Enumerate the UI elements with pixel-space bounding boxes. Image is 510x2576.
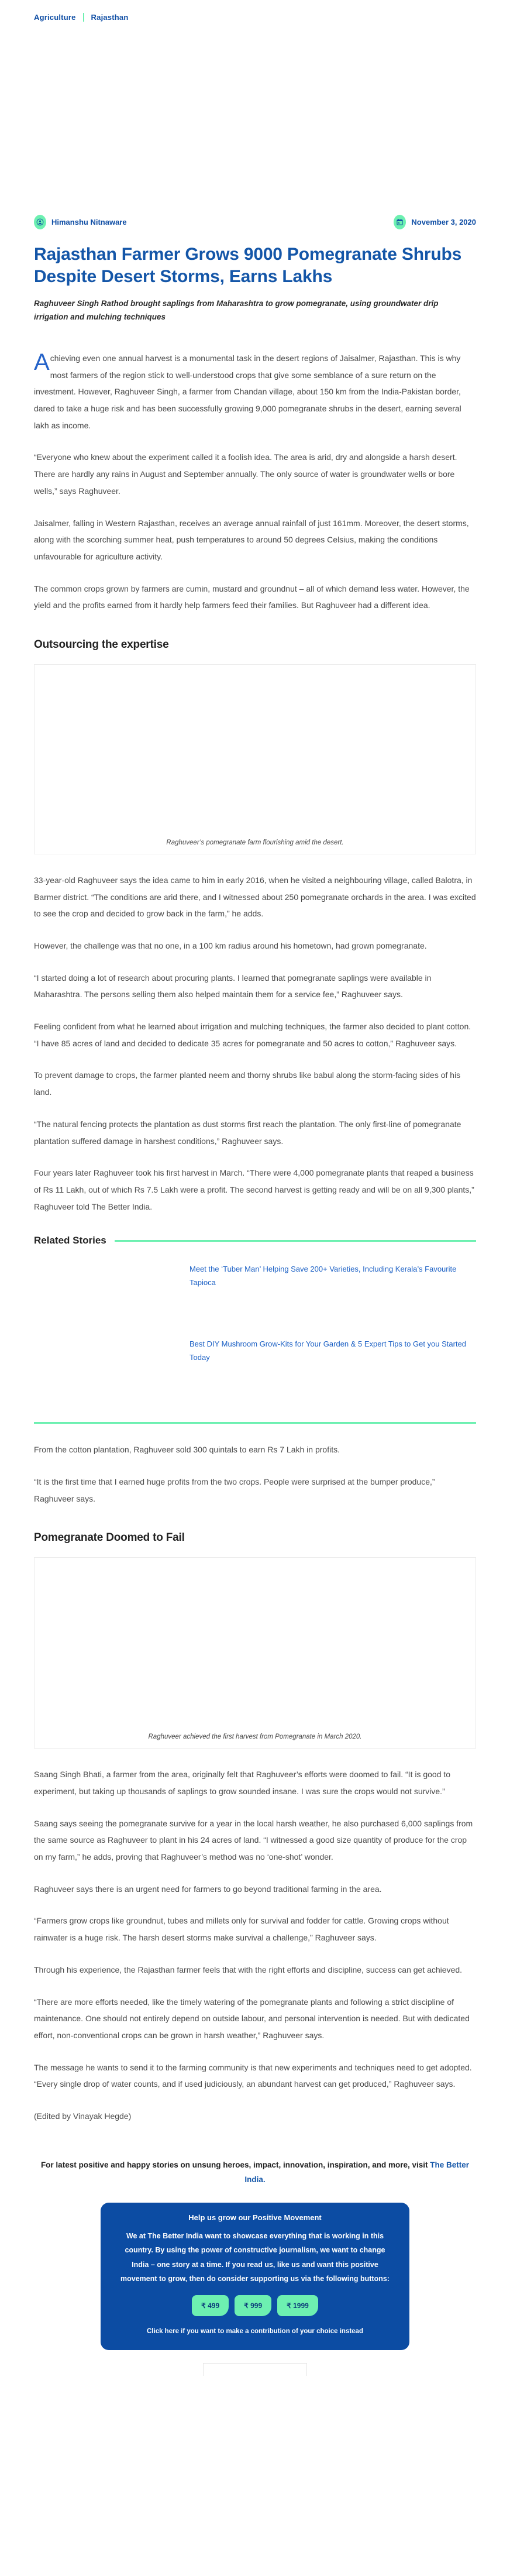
figure-image — [35, 665, 475, 834]
paragraph: Jaisalmer, falling in Western Rajasthan, receives an average annual rainfall of just 161mm. Moreover, the desert storms, along with the scorching summer heat, push temperatures to around 50 degrees Celsius, making the conditions unfavourable for agriculture activity. — [34, 518, 469, 561]
the-better-india-link[interactable]: The Better India. — [244, 2160, 470, 2185]
related-story-link[interactable]: Meet the ‘Tuber Man’ Helping Save 200+ Varieties, Including Kerala’s Favourite Tapioca — [189, 1265, 457, 1287]
paragraph: The common crops grown by farmers are cumin, mustard and groundnut – all of which demand less water. However, the yield and the profits earned from it hardly help farmers feed their families. But Raghuveer had a different idea. — [34, 583, 470, 610]
custom-contribution-link[interactable]: Click here if you want to make a contribution of your choice instead — [147, 2328, 363, 2335]
section-heading-outsourcing: Outsourcing the expertise — [34, 638, 169, 651]
breadcrumb-item-rajasthan[interactable]: Rajasthan — [91, 13, 129, 22]
article-figure-harvest — [34, 1557, 476, 1749]
user-circle-icon — [34, 215, 46, 229]
paragraph: Raghuveer says there is an urgent need for farmers to go beyond traditional farming in the area. — [34, 1884, 382, 1894]
figure-caption: Raghuveer’s pomegranate farm flourishing amid the desert. — [166, 839, 344, 846]
paragraph: From the cotton plantation, Raghuveer sold 300 quintals to earn Rs 7 Lakh in profits. — [34, 1445, 340, 1455]
section-heading-doomed: Pomegranate Doomed to Fail — [34, 1531, 185, 1544]
article-figure-farm — [34, 664, 476, 854]
paragraph: Saang Singh Bhati, a farmer from the area, originally felt that Raghuveer’s efforts were doomed to fail. “It is good to experiment, but taking up thousands of saplings to grow sounded insane. I was sure the crops would not survive.” — [34, 1770, 451, 1797]
paragraph: Through his experience, the Rajasthan farmer feels that with the right efforts and discipline, success can get achieved. — [34, 1964, 463, 1974]
related-stories — [34, 1235, 476, 1424]
related-story-thumbnail — [34, 1334, 180, 1388]
author-name: Himanshu Nitnaware — [51, 218, 127, 226]
paragraph: “There are more efforts needed, like the timely watering of the pomegranate plants and following a strict discipline of maintenance. One should not entirely depend on outside labour, and personal intervention is needed. But with dedicated effort, non-conventional crops can be grown in harsh weather,” Raghuveer says. — [34, 1997, 470, 2040]
paragraph: 33-year-old Raghuveer says the idea came to him in early 2016, when he visited a neighbouring village, called Balotra, in Barmer district. “The conditions are arid there, and I witnessed about 250 pomegranate orchards in the area. I was excited to see the crop and decided to grow back in the farm,” he adds. — [34, 875, 476, 919]
related-stories-rule — [115, 1240, 476, 1242]
lead-paragraph — [34, 350, 476, 434]
donate-499-button[interactable]: ₹ 499 — [192, 2295, 229, 2316]
paragraph: “Farmers grow crops like groundnut, tubes and millets only for survival and fodder for cattle. Growing crops without rainwater is a huge risk. The harsh desert storms make survival a challenge,” Raghuveer says. — [34, 1916, 449, 1943]
breadcrumb-item-agriculture[interactable]: Agriculture — [34, 13, 76, 22]
list-item[interactable] — [34, 1334, 476, 1388]
breadcrumb — [0, 0, 510, 22]
donation-box — [101, 2203, 409, 2351]
paragraph: To prevent damage to crops, the farmer planted neem and thorny shrubs like babul along the storm-facing sides of his land. — [34, 1070, 461, 1097]
donate-999-button[interactable]: ₹ 999 — [235, 2295, 271, 2316]
related-story-thumbnail — [34, 1259, 180, 1313]
paragraph: “It is the first time that I earned huge profits from the two crops. People were surprised at the bumper produce,” Raghuveer says. — [34, 1476, 435, 1503]
donation-body: We at The Better India want to showcase everything that is working in this country. By using the power of constructive journalism, we want to change India – one story at a time. If you read us, like us and want this positive movement to grow, then do consider supporting us via the following buttons: — [120, 2231, 390, 2283]
list-item[interactable] — [34, 1259, 476, 1313]
outro-text: For latest positive and happy stories on unsung heroes, impact, innovation, inspiration, and more, visit — [40, 2160, 430, 2169]
related-stories-header — [34, 1235, 476, 1246]
footer-placeholder-box — [203, 2363, 307, 2376]
date-block — [394, 215, 476, 229]
breadcrumb-separator-icon — [83, 13, 84, 22]
paragraph: “The natural fencing protects the plantation as dust storms first reach the plantation. The only first-line of pomegranate plantation suffered damage in harshest conditions,” Raghuveer says. — [34, 1119, 461, 1146]
editor-credit: (Edited by Vinayak Hegde) — [34, 2111, 132, 2121]
article-subtitle: Raghuveer Singh Rathod brought saplings from Maharashtra to grow pomegranate, using groundwater drip irrigation and mulching techniques — [34, 298, 439, 322]
related-story-link[interactable]: Best DIY Mushroom Grow-Kits for Your Garden & 5 Expert Tips to Get you Started Today — [189, 1339, 467, 1362]
lead-paragraph-text: chieving even one annual harvest is a monumental task in the desert regions of Jaisalmer, Rajasthan. This is why most farmers of the region stick to well-understood crops that give some semblance of a sure return on the investment. However, Raghuveer Singh, a farmer from Chandan village, about 150 km from the India-Pakistan border, dared to take a huge risk and has been successfully growing 9,000 pomegranate shrubs in the desert, earning several lakh as income. — [34, 353, 461, 430]
drop-cap: A — [34, 349, 50, 376]
figure-caption: Raghuveer achieved the first harvest from Pomegranate in March 2020. — [148, 1733, 362, 1741]
author-block[interactable] — [34, 215, 127, 229]
outro-note — [34, 2158, 476, 2187]
paragraph: The message he wants to send it to the farming community is that new experiments and techniques need to get adopted. “Every single drop of water counts, and if used judiciously, an abundant harvest can get produced,” Raghuveer says. — [34, 2062, 472, 2089]
page-title: Rajasthan Farmer Grows 9000 Pomegranate Shrubs Despite Desert Storms, Earns Lakhs — [34, 245, 462, 287]
paragraph: “Everyone who knew about the experiment called it a foolish idea. The area is arid, dry and alongside a harsh desert. There are hardly any rains in August and September annually. The only source of water is groundwater wells or bore wells,” says Raghuveer. — [34, 452, 457, 496]
paragraph: Four years later Raghuveer took his first harvest in March. “There were 4,000 pomegranate plants that reaped a business of Rs 11 Lakh, out of which Rs 7.5 Lakh were a profit. The second harvest is getting ready and will be on all 9,300 plants,” Raghuveer told The Better India. — [34, 1168, 474, 1211]
figure-image — [35, 1558, 475, 1729]
donation-title: Help us grow our Positive Movement — [188, 2213, 322, 2222]
article-body — [34, 350, 476, 2125]
article-byline — [34, 215, 476, 229]
paragraph: Saang says seeing the pomegranate survive for a year in the local harsh weather, he also purchased 6,000 saplings from the same source as Raghuveer to plant in his 24 acres of land. “I witnessed a good size quantity of produce for the crop on my farm,” he adds, proving that Raghuveer’s method was no ‘one-shot’ wonder. — [34, 1818, 473, 1862]
paragraph: “I started doing a lot of research about procuring plants. I learned that pomegranate saplings were available in Maharashtra. The persons selling them also helped maintain them for a service fee,” Raghuveer says. — [34, 973, 432, 1000]
paragraph: However, the challenge was that no one, in a 100 km radius around his hometown, had grown pomegranate. — [34, 941, 427, 951]
donate-1999-button[interactable]: ₹ 1999 — [277, 2295, 318, 2316]
calendar-icon — [394, 215, 406, 229]
donation-amount-buttons — [118, 2295, 392, 2316]
related-stories-title: Related Stories — [34, 1235, 106, 1246]
publish-date: November 3, 2020 — [411, 218, 476, 226]
paragraph: Feeling confident from what he learned about irrigation and mulching techniques, the farmer also decided to plant cotton. “I have 85 acres of land and decided to dedicate 35 acres for pomegranate and 50 acres to cotton,” Raghuveer says. — [34, 1022, 471, 1048]
